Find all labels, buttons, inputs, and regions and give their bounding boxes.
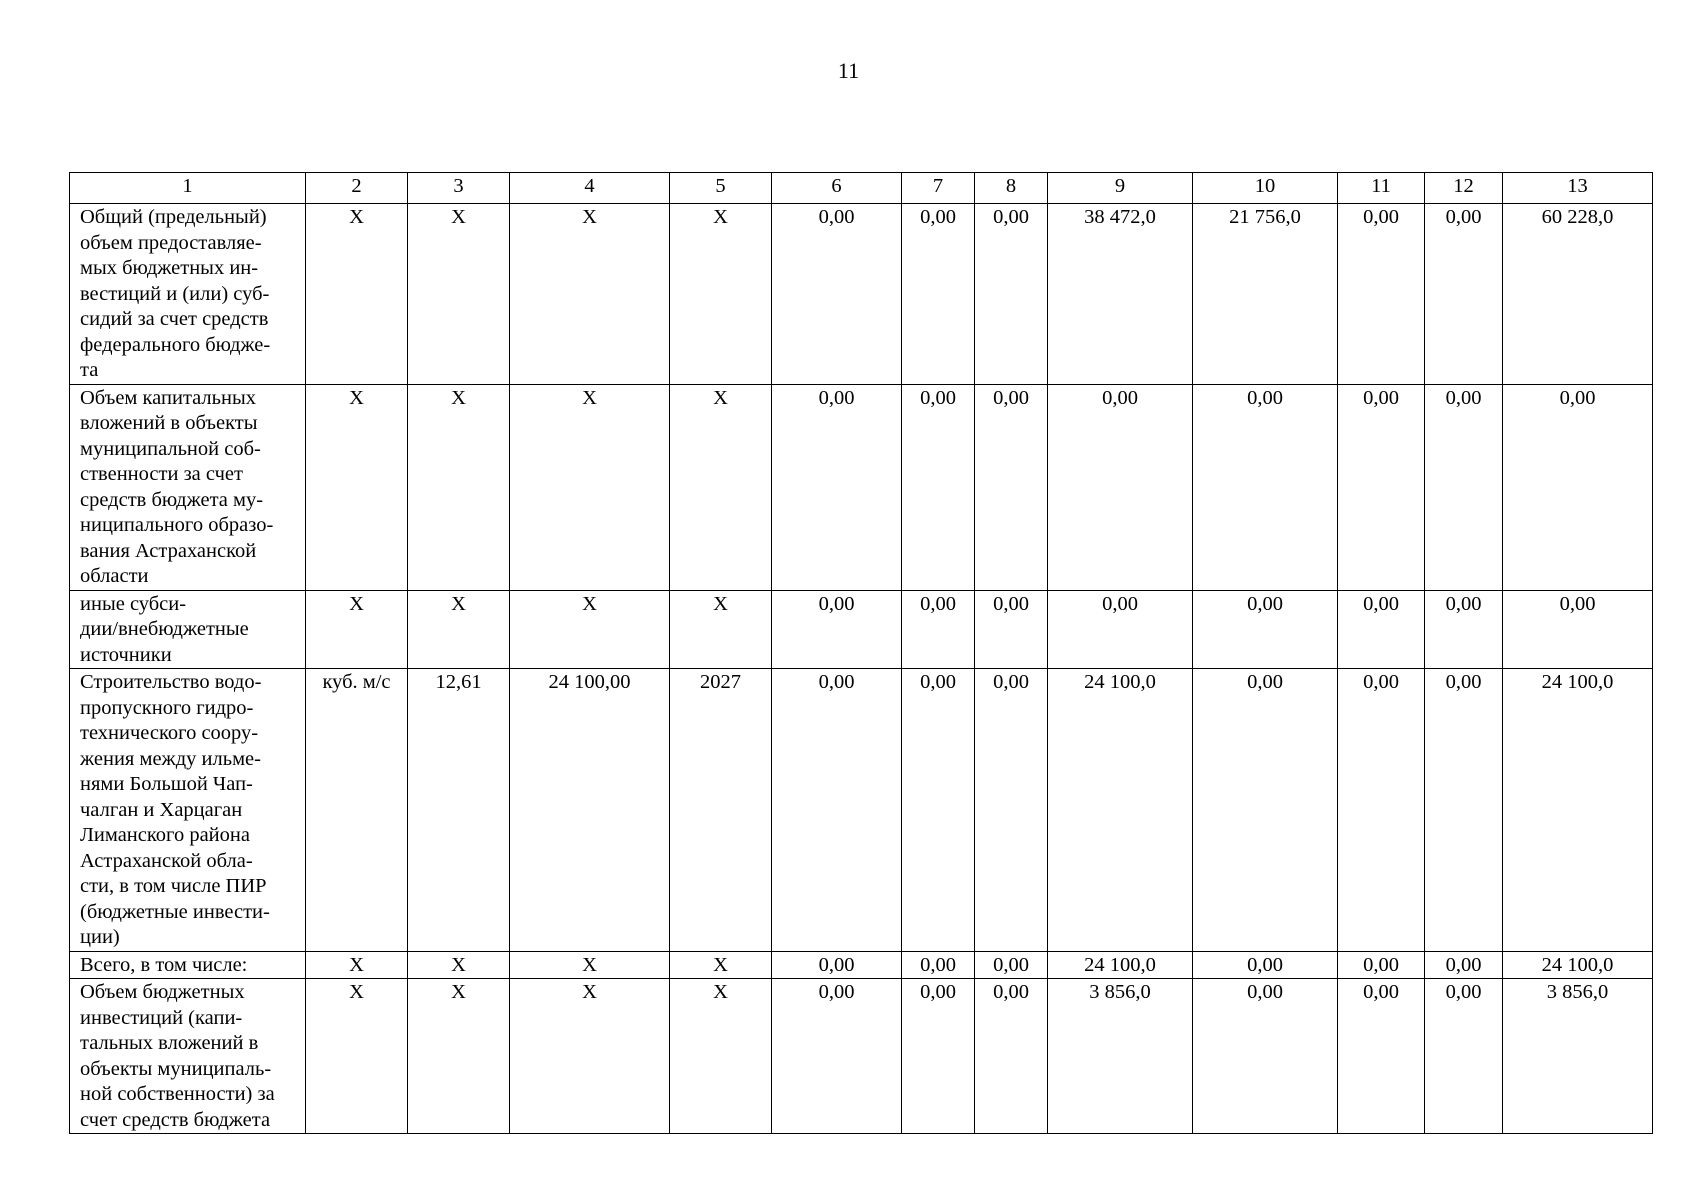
table-cell-col-8: 0,00 (975, 979, 1048, 1134)
column-header-1: 1 (70, 173, 306, 204)
budget-table (69, 172, 1653, 1134)
row-label-line: ниципального образо- (80, 514, 274, 536)
column-header-2: 2 (306, 173, 408, 204)
row-label-line: объем предоставляе- (80, 231, 262, 254)
row-label-line: сти, в том числе ПИР (80, 875, 267, 897)
table-cell-col-7: 0,00 (902, 979, 975, 1134)
table-header-row (70, 173, 1653, 204)
table-cell-col-7: 0,00 (902, 384, 975, 590)
table-row (70, 951, 1653, 979)
table-cell-col-3: X (408, 951, 510, 979)
row-label (70, 590, 306, 669)
column-header-7: 7 (902, 173, 975, 204)
table-body (70, 173, 1653, 1134)
row-label-line: та (80, 359, 99, 381)
table-cell-col-4: X (510, 204, 670, 385)
table-cell-col-11: 0,00 (1338, 669, 1425, 952)
table-cell-col-13: 0,00 (1503, 590, 1653, 669)
row-label-line: дии/внебюджетные (80, 618, 249, 640)
table-cell-col-4: 24 100,00 (510, 669, 670, 952)
table-cell-col-6: 0,00 (772, 590, 902, 669)
table-cell-col-9: 38 472,0 (1048, 204, 1193, 385)
table-cell-col-13: 3 856,0 (1503, 979, 1653, 1134)
table-cell-col-10: 21 756,0 (1193, 204, 1338, 385)
column-header-6: 6 (772, 173, 902, 204)
row-label-line: мых бюджетных ин- (80, 257, 259, 279)
column-header-8: 8 (975, 173, 1048, 204)
table-cell-col-3: X (408, 384, 510, 590)
row-label-line: жения между ильме- (80, 747, 261, 770)
table-cell-col-8: 0,00 (975, 669, 1048, 952)
table-cell-col-9: 0,00 (1048, 590, 1193, 669)
row-label-line: чалган и Харцаган (80, 798, 243, 821)
table-row (70, 669, 1653, 952)
row-label-line: вложений в объекты (80, 412, 258, 434)
table-cell-col-11: 0,00 (1338, 384, 1425, 590)
table-cell-col-9: 24 100,0 (1048, 951, 1193, 979)
table-cell-col-3: X (408, 590, 510, 669)
row-label-line: Объем капитальных (80, 386, 257, 409)
row-label-line: вестиций и (или) суб- (80, 282, 270, 305)
row-label-line: Общий (предельный) (80, 206, 267, 228)
table-cell-col-6: 0,00 (772, 951, 902, 979)
table-row (70, 590, 1653, 669)
row-label-line: (бюджетные инвести- (80, 900, 270, 923)
table-cell-col-10: 0,00 (1193, 951, 1338, 979)
row-label-line: инвестиций (капи- (80, 1006, 243, 1029)
row-label-line: средств бюджета му- (80, 488, 264, 511)
table-cell-col-8: 0,00 (975, 951, 1048, 979)
table-row (70, 384, 1653, 590)
table-cell-col-5: X (670, 951, 772, 979)
table-cell-col-2: X (306, 384, 408, 590)
row-label-line: счет средств бюджета (80, 1108, 271, 1131)
table-cell-col-4: X (510, 979, 670, 1134)
table-cell-col-5: X (670, 979, 772, 1134)
row-label-line: муниципальной соб- (80, 437, 261, 460)
table-cell-col-7: 0,00 (902, 951, 975, 979)
column-header-11: 11 (1338, 173, 1425, 204)
table-cell-col-10: 0,00 (1193, 669, 1338, 952)
row-label-line: федерального бюдже- (80, 333, 271, 356)
table-cell-col-9: 3 856,0 (1048, 979, 1193, 1134)
row-label-line: нями Большой Чап- (80, 773, 253, 795)
table-cell-col-2: X (306, 204, 408, 385)
table-cell-col-2: куб. м/с (306, 669, 408, 952)
table-cell-col-7: 0,00 (902, 669, 975, 952)
row-label-line: пропускного гидро- (80, 696, 254, 719)
row-label-line: ции) (80, 926, 120, 948)
table-cell-col-11: 0,00 (1338, 590, 1425, 669)
table-cell-col-5: X (670, 204, 772, 385)
table-cell-col-2: X (306, 590, 408, 669)
column-header-3: 3 (408, 173, 510, 204)
row-label-line: тальных вложений в (80, 1032, 259, 1054)
row-label-line: Лиманского района (80, 824, 250, 846)
table-cell-col-6: 0,00 (772, 384, 902, 590)
table-cell-col-12: 0,00 (1425, 204, 1503, 385)
table-cell-col-3: 12,61 (408, 669, 510, 952)
table-row (70, 204, 1653, 385)
table-cell-col-5: 2027 (670, 669, 772, 952)
column-header-4: 4 (510, 173, 670, 204)
table-cell-col-6: 0,00 (772, 979, 902, 1134)
table-cell-col-3: X (408, 979, 510, 1134)
column-header-13: 13 (1503, 173, 1653, 204)
row-label-line: источники (80, 643, 172, 666)
row-label-line: ной собственности) за (80, 1083, 275, 1105)
table-cell-col-13: 24 100,0 (1503, 669, 1653, 952)
table-cell-col-7: 0,00 (902, 204, 975, 385)
row-label-line: объекты муниципаль- (80, 1057, 272, 1080)
table-cell-col-5: X (670, 590, 772, 669)
table-cell-col-4: X (510, 951, 670, 979)
table-cell-col-12: 0,00 (1425, 384, 1503, 590)
table-cell-col-12: 0,00 (1425, 669, 1503, 952)
table-cell-col-6: 0,00 (772, 204, 902, 385)
table-cell-col-7: 0,00 (902, 590, 975, 669)
column-header-5: 5 (670, 173, 772, 204)
table-row (70, 979, 1653, 1134)
table-cell-col-5: X (670, 384, 772, 590)
column-header-9: 9 (1048, 173, 1193, 204)
row-label (70, 384, 306, 590)
table-cell-col-11: 0,00 (1338, 951, 1425, 979)
table-cell-col-6: 0,00 (772, 669, 902, 952)
table-cell-col-13: 24 100,0 (1503, 951, 1653, 979)
table-cell-col-10: 0,00 (1193, 979, 1338, 1134)
row-label-line: ственности за счет (80, 463, 243, 485)
table-cell-col-2: X (306, 951, 408, 979)
table-cell-col-8: 0,00 (975, 384, 1048, 590)
table-cell-col-4: X (510, 590, 670, 669)
row-label-line: Астраханской обла- (80, 849, 253, 872)
table-cell-col-10: 0,00 (1193, 384, 1338, 590)
row-label-line: сидий за счет средств (80, 308, 269, 330)
table-cell-col-12: 0,00 (1425, 979, 1503, 1134)
table-cell-col-11: 0,00 (1338, 204, 1425, 385)
table-cell-col-10: 0,00 (1193, 590, 1338, 669)
row-label-line: Всего, в том числе: (80, 953, 248, 976)
row-label-line: технического соору- (80, 722, 259, 744)
table-cell-col-3: X (408, 204, 510, 385)
column-header-12: 12 (1425, 173, 1503, 204)
page-number: 11 (837, 58, 860, 83)
row-label-line: вания Астраханской (80, 539, 257, 562)
table-cell-col-13: 0,00 (1503, 384, 1653, 590)
table-cell-col-9: 0,00 (1048, 384, 1193, 590)
table-cell-col-8: 0,00 (975, 204, 1048, 385)
table-cell-col-12: 0,00 (1425, 590, 1503, 669)
row-label-line: иные субси- (80, 592, 187, 615)
row-label (70, 204, 306, 385)
row-label (70, 669, 306, 952)
table-cell-col-9: 24 100,0 (1048, 669, 1193, 952)
row-label-line: области (80, 565, 149, 587)
table-cell-col-13: 60 228,0 (1503, 204, 1653, 385)
table-cell-col-11: 0,00 (1338, 979, 1425, 1134)
table-cell-col-2: X (306, 979, 408, 1134)
row-label-line: Строительство водо- (80, 671, 262, 693)
table-cell-col-12: 0,00 (1425, 951, 1503, 979)
table-cell-col-8: 0,00 (975, 590, 1048, 669)
column-header-10: 10 (1193, 173, 1338, 204)
table-cell-col-4: X (510, 384, 670, 590)
row-label-line: Объем бюджетных (80, 981, 245, 1003)
row-label (70, 979, 306, 1134)
row-label (70, 951, 306, 979)
